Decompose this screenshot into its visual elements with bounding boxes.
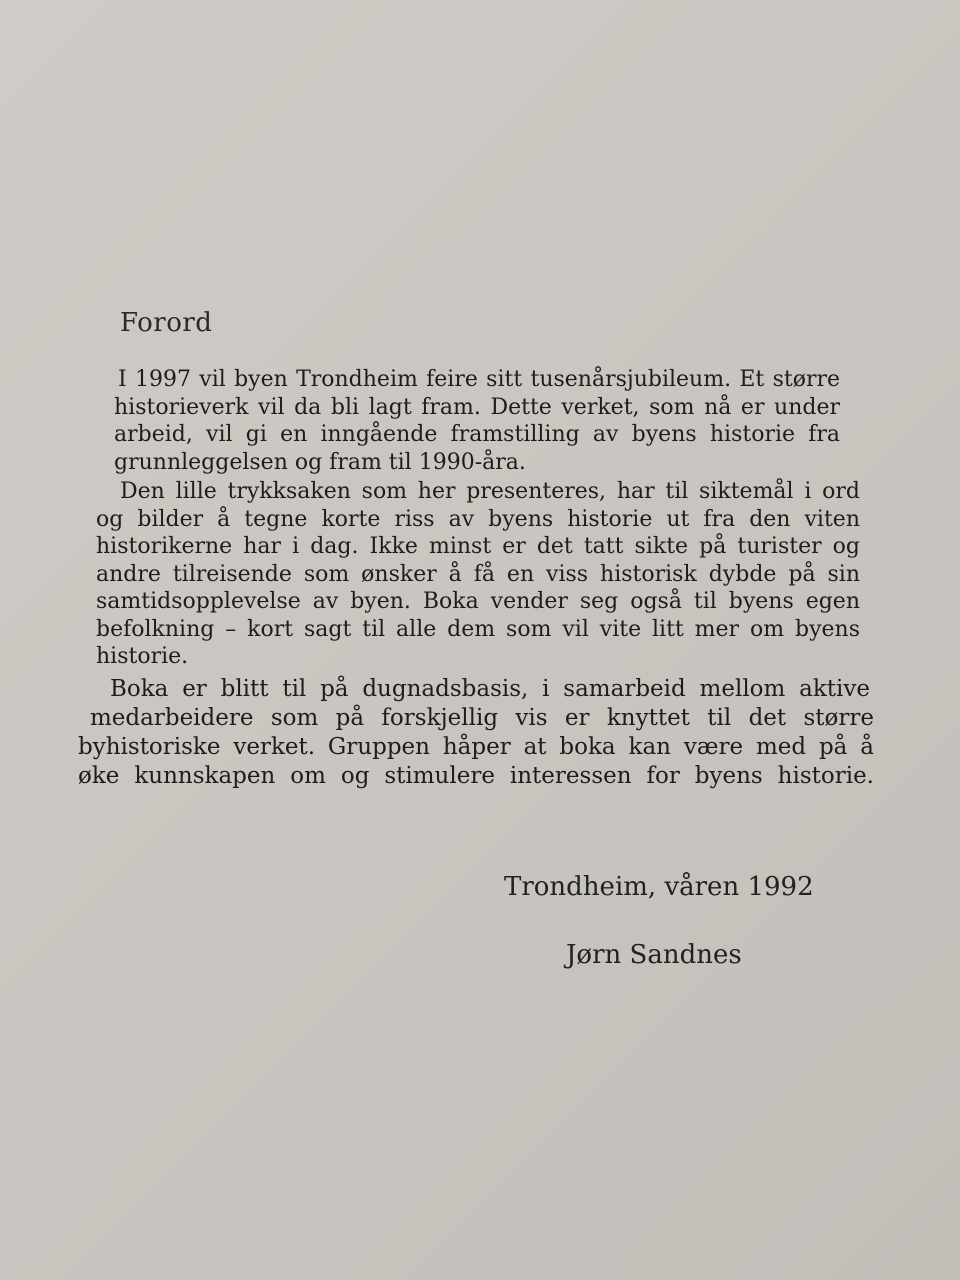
paragraph-2 — [78, 478, 874, 671]
text-line: Den lille trykksaken som her presenteres, har til siktemål i ord — [120, 479, 860, 504]
signoff-author: Jørn Sandnes — [566, 940, 742, 970]
text-line: grunnleggelsen og fram til 1990-åra. — [114, 449, 526, 475]
text-line: historie. — [96, 644, 189, 669]
text-line: og bilder å tegne korte riss av byens historie ut fra den viten — [96, 506, 860, 532]
text-line: Boka er blitt til på dugnadsbasis, i samarbeid mellom aktive — [110, 675, 870, 702]
paragraph-1 — [78, 366, 874, 476]
text-line: befolkning – kort sagt til alle dem som vil vite litt mer om byens — [96, 616, 860, 642]
text-line: historieverk vil da bli lagt fram. Dette verket, som nå er under — [114, 394, 840, 420]
paragraph-3 — [78, 675, 874, 791]
foreword-body — [78, 366, 874, 791]
text-line: historikerne har i dag. Ikke minst er det tatt sikte på turister og — [96, 534, 860, 559]
text-line: arbeid, vil gi en inngående framstilling av byens historie fra — [114, 422, 840, 447]
text-line: I 1997 vil byen Trondheim feire sitt tusenårsjubileum. Et større — [118, 367, 840, 392]
signoff-place-date: Trondheim, våren 1992 — [504, 872, 814, 902]
text-line: øke kunnskapen om og stimulere interessen for byens historie. — [78, 762, 874, 789]
text-line: samtidsopplevelse av byen. Boka vender seg også til byens egen — [96, 589, 860, 614]
page-title: Forord — [120, 308, 213, 338]
text-line: medarbeidere som på forskjellig vis er knyttet til det større — [90, 704, 874, 731]
text-line: andre tilreisende som ønsker å få en viss historisk dybde på sin — [96, 561, 860, 587]
text-line: byhistoriske verket. Gruppen håper at boka kan være med på å — [78, 733, 874, 760]
